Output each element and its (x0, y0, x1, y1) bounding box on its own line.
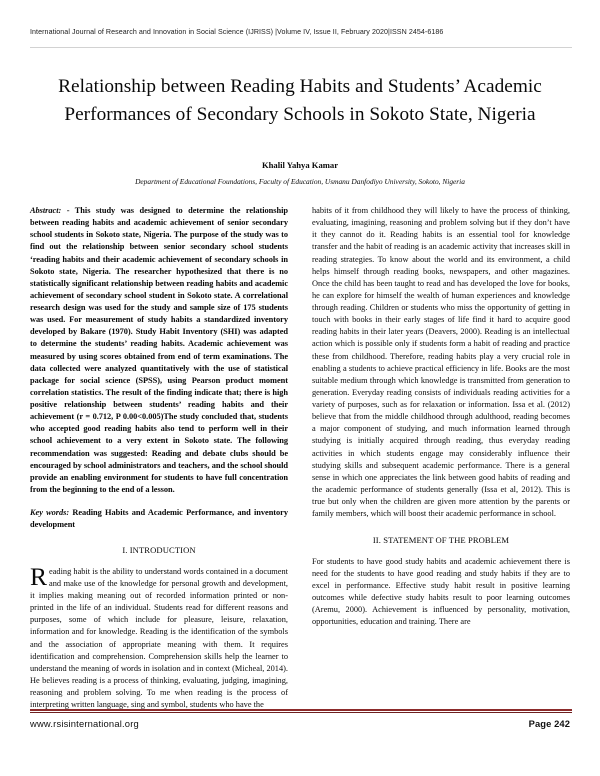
author-name: Khalil Yahya Kamar (261, 160, 339, 170)
column-right (312, 205, 570, 629)
abstract-paragraph (30, 205, 288, 496)
abstract-text: - This study was designed to determine the relationship between reading habits and academic achievement of senior secondary school students in Sokoto state, Nigeria. The purpose of the study was to find out the relationship between senior secondary school students ‘reading habits and their academic achievement of secondary schools in Sokoto state, Nigeria. The researcher hypothesized that there is no statistically significant relationship between reading habits and academic achievement of secondary school student in Sokoto state. A correlational research design was used for the study and sample size of 175 students was used. For measurement of study habits a standardized inventory developed by Bakare (1970). Study Habit Inventory (SHI) was adapted to determine the students’ reading habits. Academic achievement was measured by using scores obtained from end of term examinations. The data collected were analyzed quantitatively with the use of statistical package for social science (SPSS), using Pearson product moment correlation statistics. The result of the finding indicate that; there is high positive relationship between students’ reading habits and their achievement (r = 0.712, P 0.00<0.005)The study concluded that, students who accepted good reading habits also tend to perform well in their school achievement to a very extent in Sokoto state. The following recommendation was suggested: Reading and debate clubs should be encouraged by school administrators and teachers, and the school should provide an enabling environment for students to have full concentration from the beginning to the end of a lesson. (30, 206, 288, 494)
keywords-label: Key words: (30, 508, 70, 517)
footer-page-number: Page 242 (528, 718, 570, 729)
statement-of-the-problem-paragraph: For students to have good study habits and academic achievement there is need for the students to have good reading and study habits if they are to excel in performance. Effective study habit result in positive learning outcomes while defective study habits result to poor learning outcomes (Aremu, 2000). Achievement is influenced by personality, motivation, opportunities, education and training. There are (312, 556, 570, 627)
abstract-label: Abstract: (30, 206, 62, 215)
section-heading-introduction: I. INTRODUCTION (122, 545, 196, 556)
keywords-text: Reading Habits and Academic Performance, and inventory development (30, 508, 288, 530)
introduction-paragraph: Reading habit is the ability to understand words contained in a document and make use of the knowledge for personal growth and development, it implies making meaning out of recorded information printed or non- printed in the life of an individual. Students read for different reasons and purposes, some of which include for pleasure, leisure, relaxation, information and for knowledge. Reading is the identification of the symbols and the association of appropriate meaning with them. It requires identification and comprehension. Comprehension skills help the learner to understand the meaning of words in isolation and in context (Micheal, 2014). He believes reading is a process of thinking, evaluating, judging, imagining, reasoning and problem solving. To me when reading is the process of interpreting written language, sing and symbol, students who have the (30, 561, 288, 710)
running-head: International Journal of Research and Innovation in Social Science (IJRISS) |Volume IV, Issue II, February 2020|ISSN 2454-6186 (30, 28, 444, 36)
footer-website[interactable]: www.rsisinternational.org (30, 718, 139, 729)
header-divider (30, 47, 572, 48)
page-title: Relationship between Reading Habits and Students’ Academic Performances of Secondary Schools in Sokoto State, Nigeria (58, 75, 542, 126)
introduction-paragraph-continued: habits of it from childhood they will likely to have the process of thinking, evaluating, imagining, reasoning and problem solving but if they don’t have it they cannot do it. Reading habits is an essential tool for knowledge transfer and the habit of reading is an academic activity that increases skill in reading strategies. To know about the world and its environment, a child helps himself through reading books, newspapers, and other magazines. Once the child has been taught to read and has developed the love for books, he can explore for himself the wealth of human experiences and knowledge through reading. Children or students who miss the opportunity of getting in touch with books in their early stages of life find it hard to acquire good reading habits in their later years (Deavers, 2000). Reading is an intellectual action which is possible only if students form a habit of reading and practice these from childhood. Therefore, reading habits play a very crucial role in enabling a students to achieve practical efficiency in life. Books are the most suitable medium through which knowledge is transmitted from generation to generation. Everyday reading consists of individuals reading activities for a variety of purposes, such as for relaxation or information. Issa et al. (2012) believe that from the middle childhood through adulthood, reading becomes a major component of studying, and much information learned through studying is initially acquired through reading, thus everyday reading activities in which students engage may considerably influence their studying skills and subsequent academic performance. There is a general sense in which one appreciates the link between good habits of reading and the academic performance of students generally (Issa et al, 2012). This is true but only when the children are given more attention by the parents or family members, which will boost their academic performance in school. (312, 206, 570, 519)
section-heading-statement-of-the-problem: II. STATEMENT OF THE PROBLEM (372, 535, 510, 546)
author-affiliation: Department of Educational Foundations, Faculty of Education, Usmanu Danfodiyo University, Sokoto, Nigeria (135, 177, 465, 186)
keywords-paragraph (30, 507, 288, 531)
column-left (30, 205, 288, 711)
footer-divider (30, 709, 572, 713)
